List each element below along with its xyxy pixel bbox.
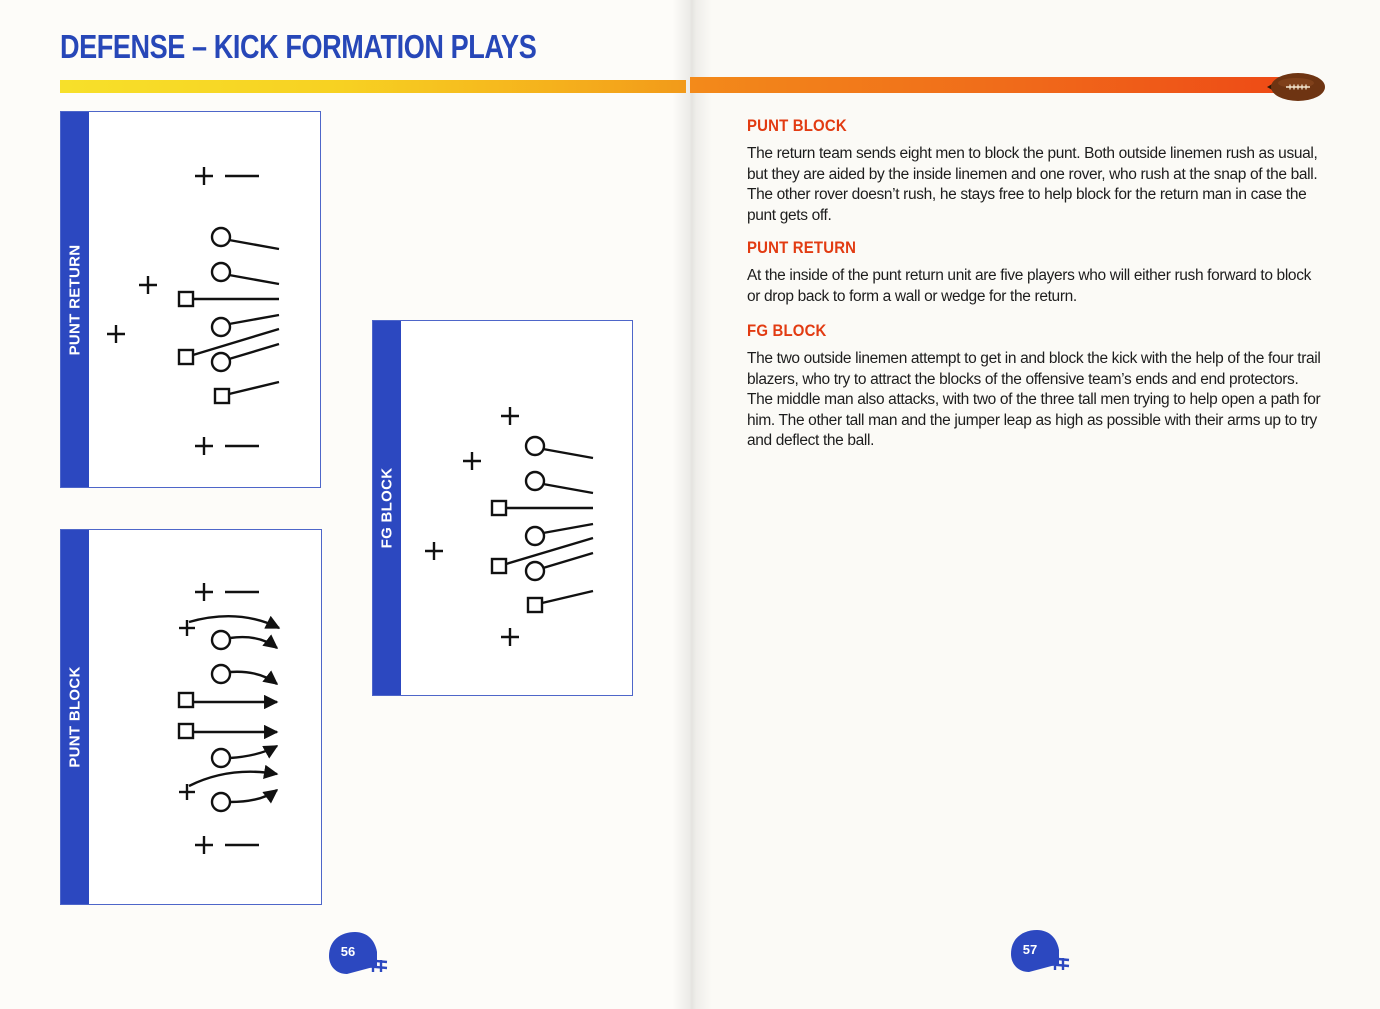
page-number-left: [327, 930, 391, 980]
page-title: DEFENSE – KICK FORMATION PLAYS: [60, 28, 537, 65]
punt-block-label: PUNT BLOCK: [66, 666, 84, 768]
page-number-text: 56: [340, 944, 356, 959]
page-number-right: [1009, 928, 1073, 978]
header-bar-right: [690, 77, 1290, 93]
punt-return-formation: [89, 112, 320, 486]
punt-block-strip: [61, 530, 89, 904]
punt-return-label: PUNT RETURN: [66, 244, 84, 355]
section-body: The two outside linemen attempt to get in and block the kick with the help of the four trail blazers, who try to attract the blocks of the offensive team’s ends and end protectors. The middle man also attacks, with two of the three tall men trying to help open a path for him. The other tall man and the jumper leap as high as possible with their arms up to try and deflect the ball.: [747, 350, 1321, 449]
section-punt-return: [747, 238, 1322, 307]
section-heading: FG BLOCK: [747, 321, 827, 340]
header-bar-left: [60, 80, 686, 93]
section-punt-block: [747, 116, 1322, 226]
section-heading: PUNT BLOCK: [747, 116, 847, 135]
section-body: The return team sends eight men to block the punt. Both outside linemen rush as usual, but they are aided by the inside linemen and one rover, who rush at the snap of the ball. The other rover doesn’t rush, he stays free to help block for the return man in case the punt gets off.: [747, 145, 1318, 224]
fg-block-diagram: [372, 320, 633, 696]
punt-return-diagram: [60, 111, 321, 488]
fg-block-formation: [401, 321, 632, 694]
fg-block-strip: [373, 321, 401, 695]
section-fg-block: [747, 321, 1322, 452]
page-number-text: 57: [1022, 942, 1038, 957]
punt-return-strip: [61, 112, 89, 487]
punt-block-formation: [89, 530, 321, 903]
football-icon: [1266, 70, 1328, 104]
section-body: At the inside of the punt return unit are five players who will either rush forward to block or drop back to form a wall or wedge for the return.: [747, 267, 1311, 305]
section-heading: PUNT RETURN: [747, 238, 857, 257]
fg-block-label: FG BLOCK: [378, 467, 396, 549]
punt-block-diagram: [60, 529, 322, 905]
book-gutter: [672, 0, 712, 1009]
